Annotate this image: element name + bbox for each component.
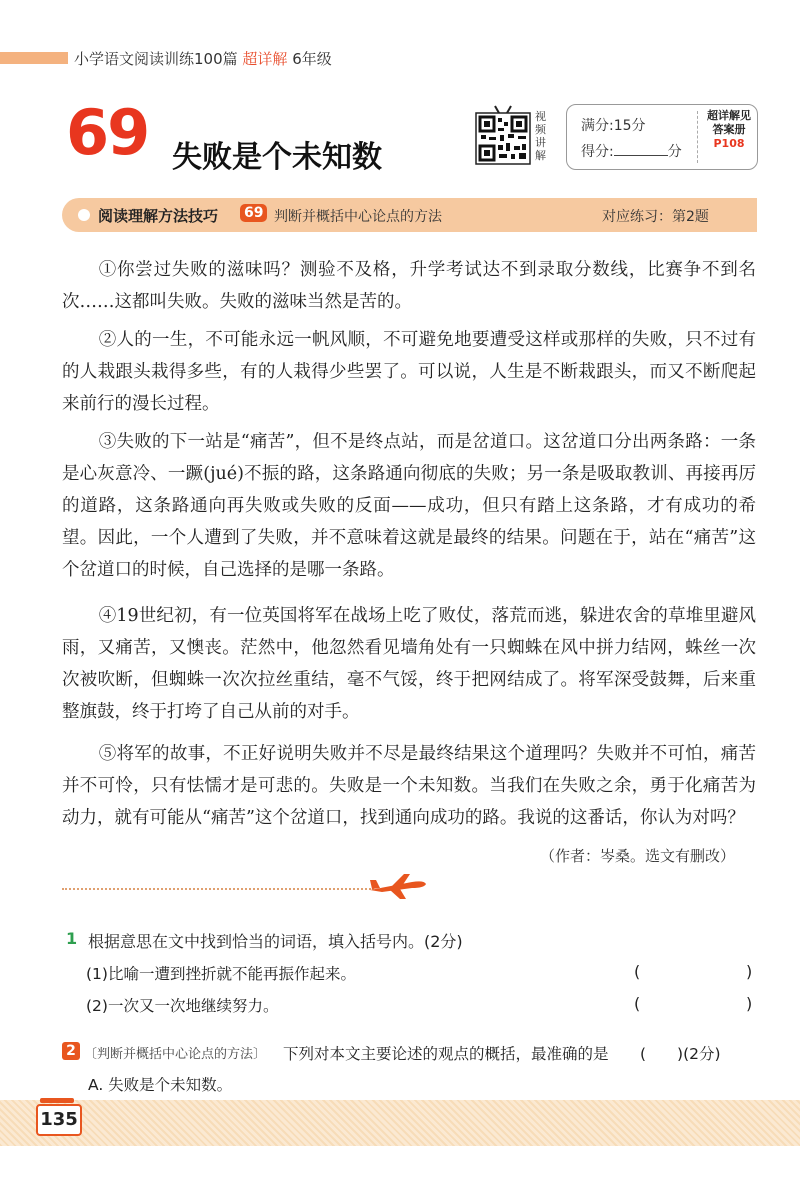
answer-paren-open: ( xyxy=(634,994,641,1013)
answer-ref-line1: 超详解见 xyxy=(707,109,751,122)
article-paragraph-3: ③失败的下一站是“痛苦”，但不是终点站，而是岔道口。这岔道口分出两条路：一条是心灰意冷、一蹶(jué)不振的路，这条路通向彻底的失败；另一条是吸取教训、再接再厉的道路，这条路通向再失败或失败的反面——成功，但只有踏上这条路，才有成功的希望。因此，一个人遭到了失败，并不意味着这就是最终的结果。问题在于，站在“痛苦”这个岔道口的时候，自己选择的是哪一条路。 xyxy=(62,432,756,580)
band-dot-icon xyxy=(78,209,90,221)
answer-field-2[interactable] xyxy=(648,994,744,1014)
method-name: 判断并概括中心论点的方法 xyxy=(274,209,442,225)
answer-field-1[interactable] xyxy=(648,962,744,982)
footer-band xyxy=(0,1100,800,1146)
question-1-item-1: (1)比喻一遭到挫折就不能再振作起来。 xyxy=(86,965,356,983)
question-2-text: 下列对本文主要论述的观点的概括，最准确的是 xyxy=(283,1045,609,1063)
book-header xyxy=(74,48,332,69)
method-band xyxy=(62,198,757,232)
practice-ref: 对应练习：第2题 xyxy=(602,209,709,225)
book-title: 小学语文阅读训练100篇 xyxy=(74,50,238,68)
full-score: 满分:15分 xyxy=(581,118,646,134)
article-paragraph-5: ⑤将军的故事，不正好说明失败并不尽是最终结果这个道理吗？失败并不可怕，痛苦并不可怜，只有怯懦才是可悲的。失败是一个未知数。当我们在失败之余，勇于化痛苦为动力，就有可能从“痛苦”这个岔道口，找到通向成功的路。我说的这番话，你认为对吗？ xyxy=(62,744,756,828)
method-number: 69 xyxy=(240,204,267,222)
article-paragraph-2: ②人的一生，不可能永远一帆风顺，不可避免地要遭受这样或那样的失败，只不过有的人栽跟头栽得多些，有的人栽得少些罢了。可以说，人生是不断栽跟头，而又不断爬起来前行的漫长过程。 xyxy=(62,330,756,414)
question-2-tag: 〔判断并概括中心论点的方法〕 xyxy=(84,1047,267,1062)
header-accent-bar xyxy=(0,52,68,64)
answer-paren-open: ( xyxy=(634,962,641,981)
airplane-icon xyxy=(368,872,428,900)
article-paragraph-4: ④19世纪初，有一位英国将军在战场上吃了败仗，落荒而逃，躲进农舍的草堆里避风雨，又痛苦，又懊丧。茫然中，他忽然看见墙角处有一只蜘蛛在风中拼力结网，蛛丝一次次被吹断，但蜘蛛一次次拉丝重结，毫不气馁，终于把网结成了。将军深受鼓舞，后来重整旗鼓，终于打垮了自己从前的对手。 xyxy=(62,606,756,722)
question-2-number: 2 xyxy=(62,1042,80,1060)
question-2-option-a[interactable]: A. 失败是个未知数。 xyxy=(88,1076,233,1094)
article-author: （作者：岑桑。选文有删改） xyxy=(540,847,736,865)
score-line xyxy=(581,141,682,161)
question-2-answer-field[interactable]: ( )(2分) xyxy=(640,1045,721,1063)
score-divider xyxy=(697,111,699,163)
book-grade: 6年级 xyxy=(292,50,332,68)
answer-reference xyxy=(703,109,755,151)
dotted-divider xyxy=(62,888,374,890)
answer-paren-close: ) xyxy=(746,962,753,981)
page-number: 135 xyxy=(36,1104,82,1136)
answer-ref-line2: 答案册 xyxy=(712,123,746,136)
video-caption: 视频讲解 xyxy=(535,110,546,162)
qr-code-icon[interactable] xyxy=(473,104,533,166)
lesson-title: 失败是个未知数 xyxy=(172,140,382,175)
score-unit: 分 xyxy=(667,144,682,160)
score-box xyxy=(566,104,758,170)
method-label: 阅读理解方法技巧 xyxy=(98,207,219,225)
page-badge-binding xyxy=(40,1098,74,1103)
question-1-text: 根据意思在文中找到恰当的词语，填入括号内。(2分) xyxy=(88,932,463,951)
score-label: 得分: xyxy=(581,144,614,160)
answer-page: P108 xyxy=(713,137,745,150)
book-highlight: 超详解 xyxy=(242,50,288,68)
score-input[interactable] xyxy=(614,155,668,156)
question-1-number: 1 xyxy=(66,929,78,948)
lesson-number: 69 xyxy=(66,96,149,169)
question-1-item-2: (2)一次又一次地继续努力。 xyxy=(86,997,279,1015)
answer-paren-close: ) xyxy=(746,994,753,1013)
article-paragraph-1: ①你尝过失败的滋味吗？测验不及格，升学考试达不到录取分数线，比赛争不到名次……这都叫失败。失败的滋味当然是苦的。 xyxy=(62,260,756,312)
